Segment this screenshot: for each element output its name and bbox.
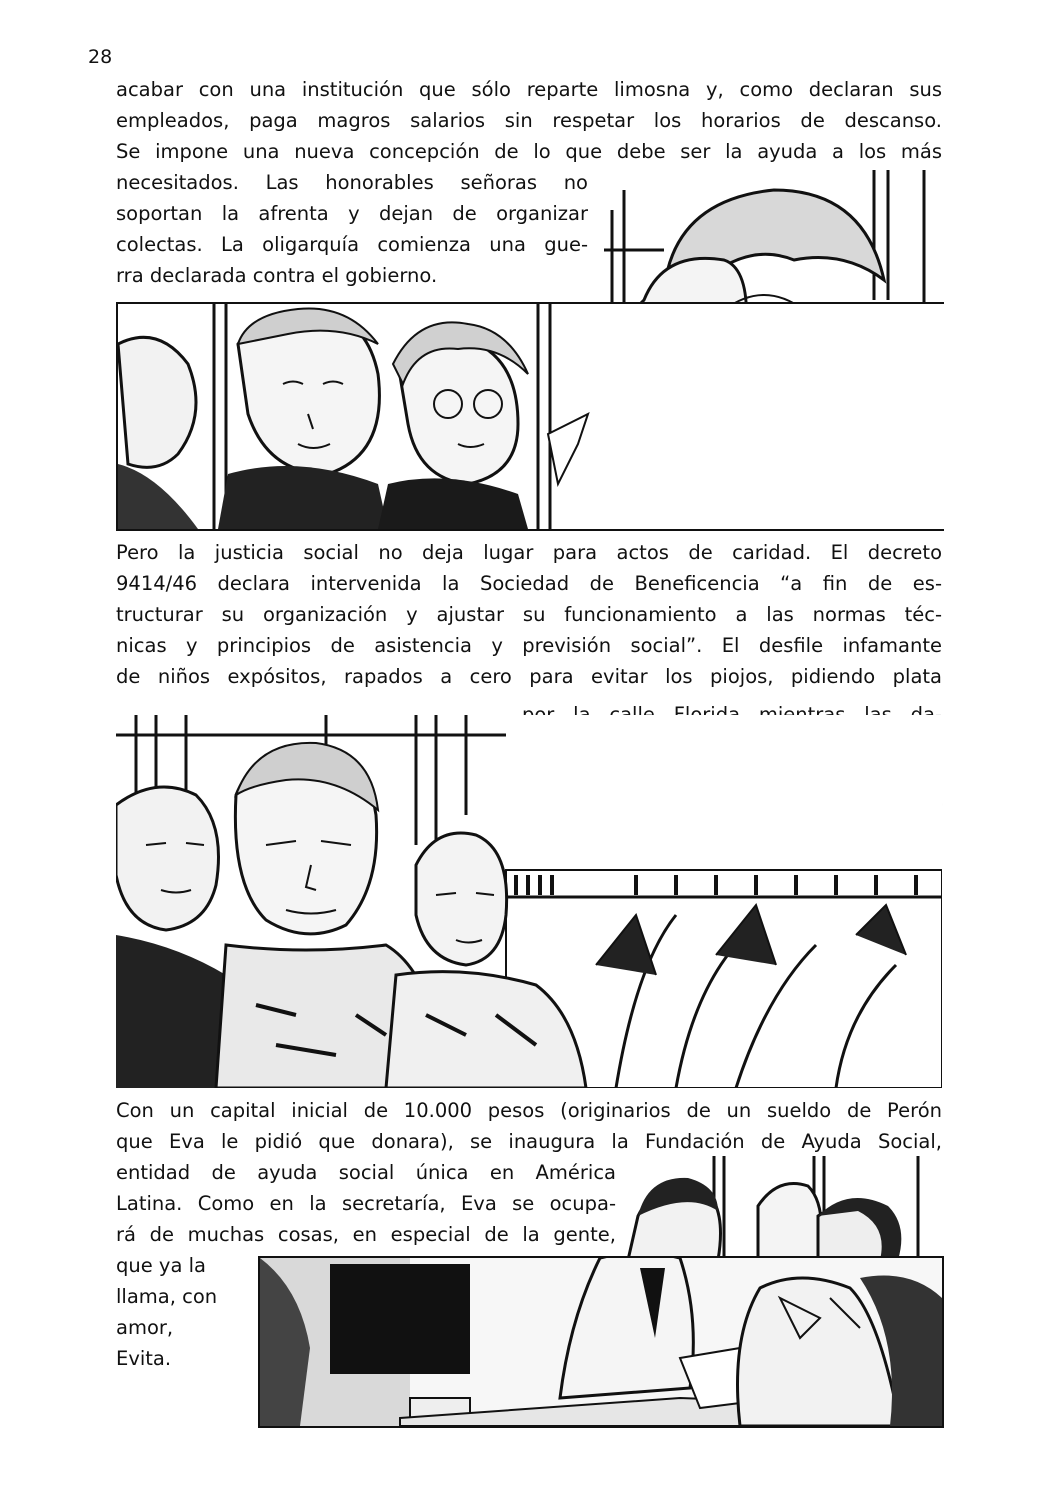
comic-panel-foundation (258, 1256, 944, 1428)
text-line: soportan la afrenta y dejan de organizar (116, 202, 588, 225)
text-line: entidad de ayuda social única en América (116, 1161, 616, 1184)
page-number: 28 (88, 46, 113, 68)
text-line: que ya la (116, 1254, 206, 1277)
children-illustration (116, 715, 942, 1088)
text-line: de niños expósitos, rapados a cero para evitar los piojos, pidiendo plata (116, 665, 942, 688)
comic-panel-foundation-top (618, 1156, 940, 1260)
text-line: tructurar su organización y ajustar su funcionamiento a las normas téc- (116, 603, 942, 626)
comic-panel-children (116, 715, 942, 1088)
text-line: Latina. Como en la secretaría, Eva se ocupa- (116, 1192, 616, 1215)
foundation-illustration-top (618, 1156, 940, 1260)
text-line: empleados, paga magros salarios sin respetar los horarios de descanso. (116, 109, 942, 132)
text-line: rra declarada contra el gobierno. (116, 264, 438, 287)
text-line: Pero la justicia social no deja lugar para actos de caridad. El decreto (116, 541, 942, 564)
text-line: Se impone una nueva concepción de lo que debe ser la ayuda a los más (116, 140, 942, 163)
text-line: llama, con (116, 1285, 218, 1308)
comic-panel-society (116, 302, 944, 531)
text-line: Con un capital inicial de 10.000 pesos (originarios de un sueldo de Perón (116, 1099, 942, 1122)
text-line: 9414/46 declara intervenida la Sociedad de Beneficencia “a fin de es- (116, 572, 942, 595)
text-line: acabar con una institución que sólo reparte limosna y, como declaran sus (116, 78, 942, 101)
text-line: rá de muchas cosas, en especial de la gente, (116, 1223, 616, 1246)
foundation-illustration (260, 1258, 942, 1426)
text-line: colectas. La oligarquía comienza una gue- (116, 233, 588, 256)
text-line: Evita. (116, 1347, 172, 1370)
text-line: necesitados. Las honorables señoras no (116, 171, 588, 194)
text-line: que Eva le pidió que donara), se inaugura la Fundación de Ayuda Social, (116, 1130, 942, 1153)
text-line: nicas y principios de asistencia y previsión social”. El desfile infamante (116, 634, 942, 657)
ladies-illustration-left (118, 304, 944, 529)
text-line: amor, (116, 1316, 174, 1339)
